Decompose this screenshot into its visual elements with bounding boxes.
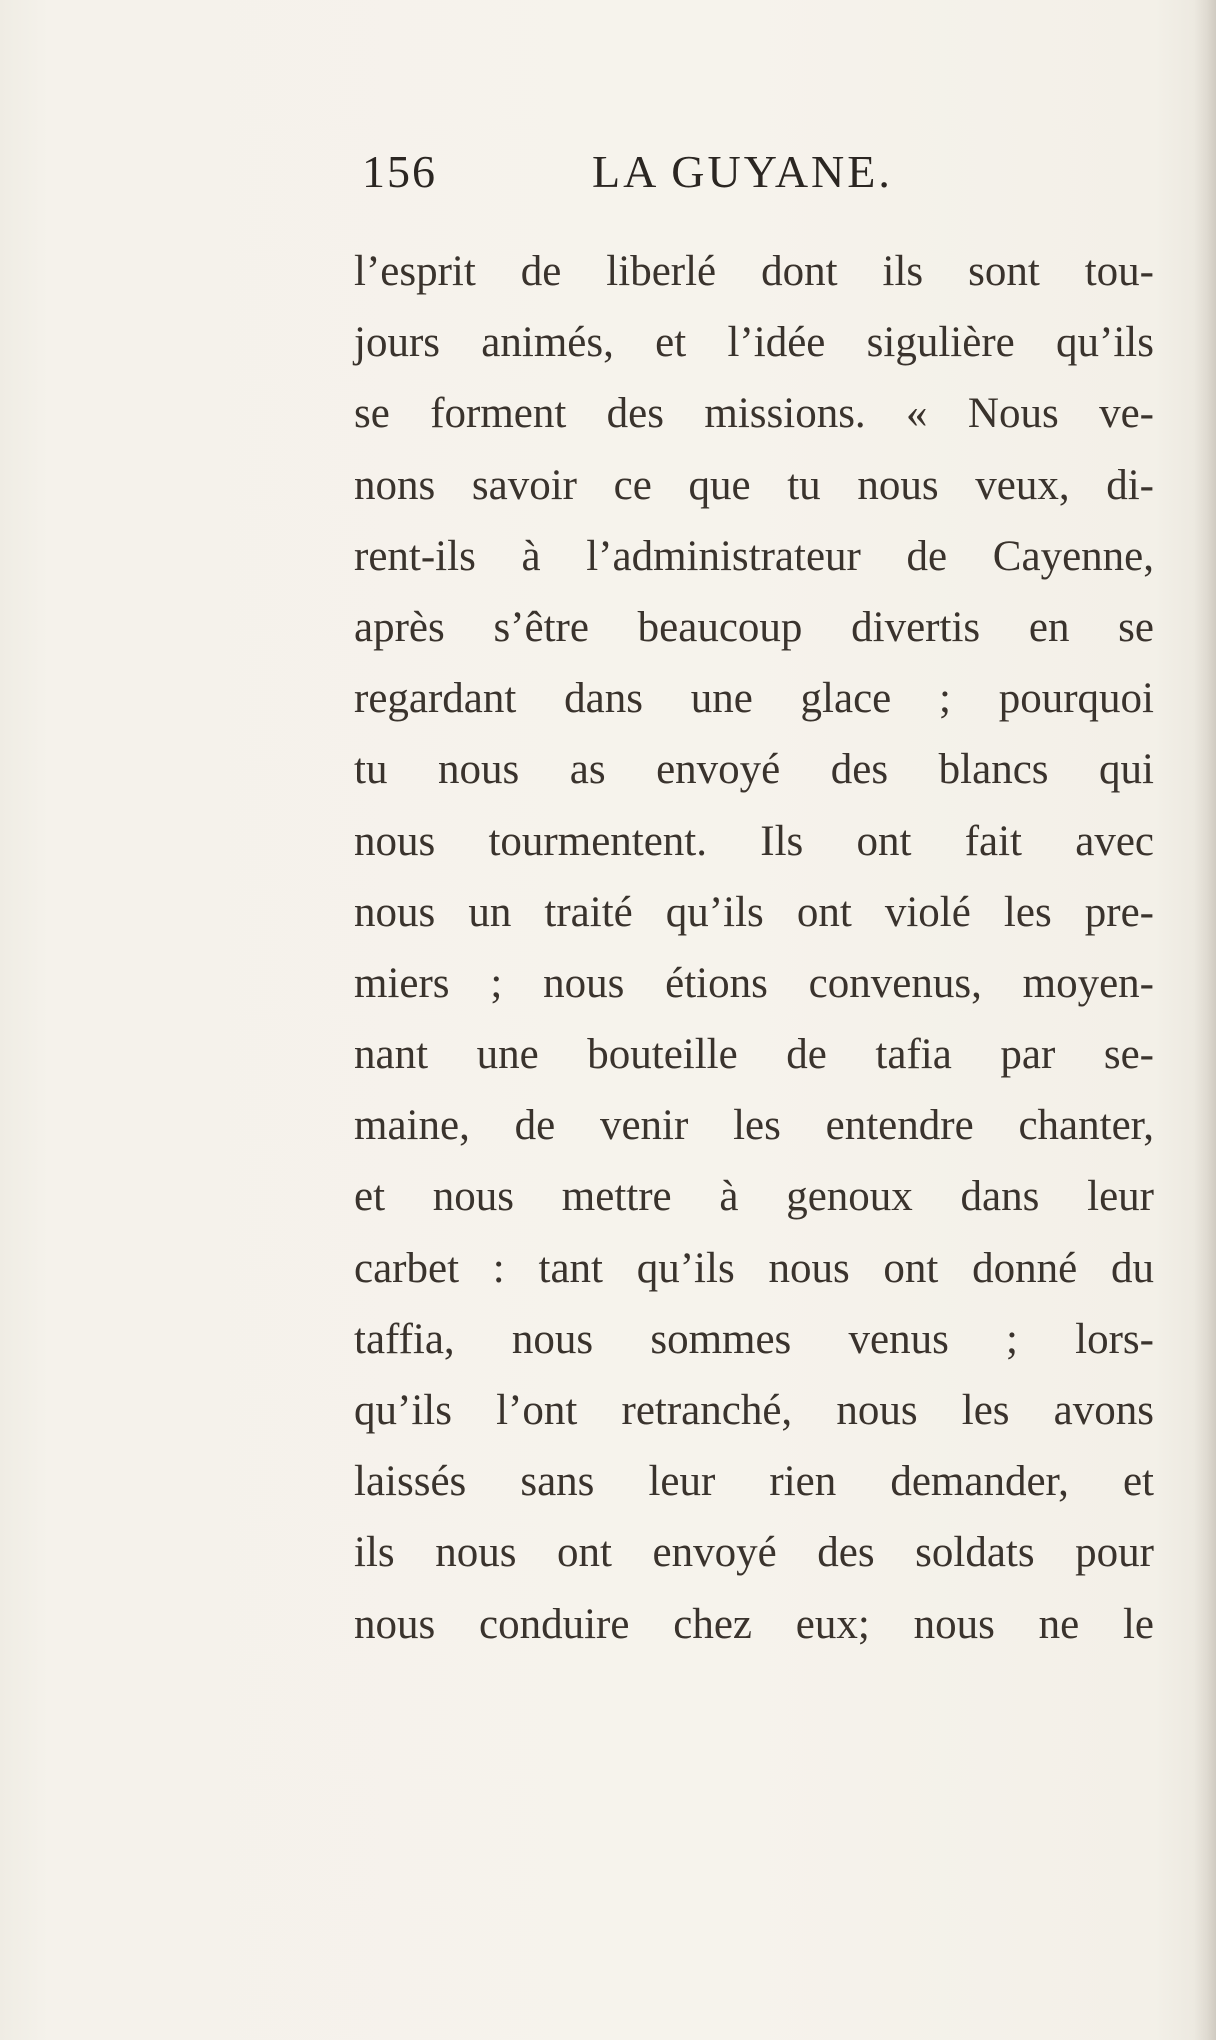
text-line: nons savoir ce que tu nous veux, di- <box>354 461 1154 509</box>
text-line: nant une bouteille de tafia par se- <box>354 1031 1154 1079</box>
text-line: jours animés, et l’idée sigulière qu’ils <box>354 319 1154 367</box>
running-head <box>362 145 922 205</box>
text-line: miers ; nous étions convenus, moyen- <box>354 959 1154 1007</box>
text-line: qu’ils l’ont retranché, nous les avons <box>354 1387 1154 1434</box>
text-line: rent-ils à l’administrateur de Cayenne, <box>354 532 1154 580</box>
text-line: nous un traité qu’ils ont violé les pre- <box>354 888 1154 936</box>
text-line: après s’être beaucoup divertis en se <box>354 603 1154 651</box>
text-line: laissés sans leur rien demander, et <box>354 1458 1154 1506</box>
text-line: tu nous as envoyé des blancs qui <box>354 746 1154 794</box>
text-line: taffia, nous sommes venus ; lors- <box>354 1315 1154 1363</box>
text-line: carbet : tant qu’ils nous ont donné du <box>354 1244 1154 1292</box>
text-line: ils nous ont envoyé des soldats pour <box>354 1529 1154 1577</box>
page-number: 156 <box>362 146 437 197</box>
body-text <box>354 236 1154 1660</box>
text-line: l’esprit de liberlé dont ils sont tou- <box>354 248 1154 295</box>
text-line: et nous mettre à genoux dans leur <box>354 1173 1154 1221</box>
text-line: nous conduire chez eux; nous ne le <box>354 1600 1154 1648</box>
text-line: maine, de venir les entendre chanter, <box>354 1102 1154 1150</box>
running-title: LA GUYANE. <box>592 146 893 197</box>
text-line: regardant dans une glace ; pourquoi <box>354 675 1154 723</box>
text-line: se forment des missions. « Nous ve- <box>354 390 1154 438</box>
text-line: nous tourmentent. Ils ont fait avec <box>354 817 1154 865</box>
page-edge-shadow <box>1194 0 1216 2040</box>
